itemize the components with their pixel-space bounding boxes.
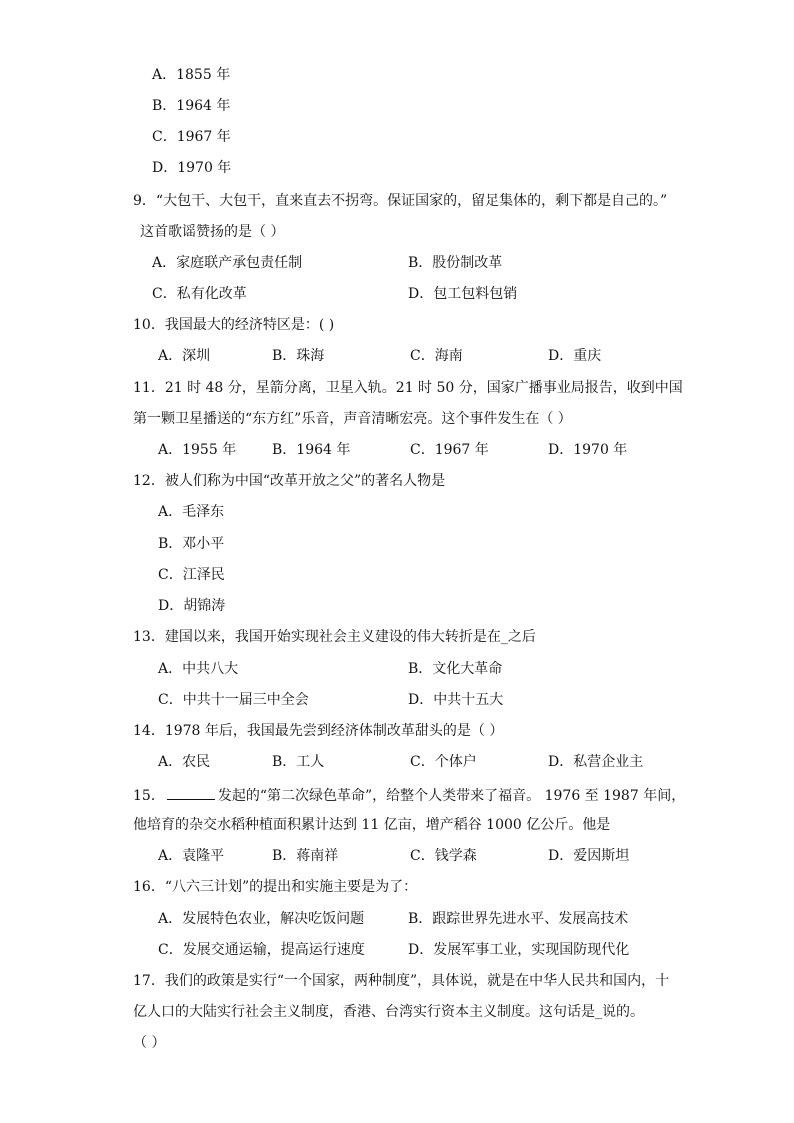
q15-option-c: C．钱学森 bbox=[410, 848, 477, 864]
q13-option-c: C．中共十一届三中全会 bbox=[158, 692, 309, 708]
q9-option-a: A．家庭联产承包责任制 bbox=[152, 255, 303, 271]
q11-option-b: B．1964 年 bbox=[272, 442, 351, 458]
q16-option-c: C．发展交通运输，提高运行速度 bbox=[158, 942, 365, 958]
q13-option-b: B．文化大革命 bbox=[408, 661, 503, 677]
q16-option-d: D．发展军事工业，实现国防现代化 bbox=[408, 942, 630, 958]
q10-option-c: C．海南 bbox=[410, 348, 463, 364]
q15-option-b: B．蒋南祥 bbox=[272, 848, 339, 864]
q9-stem-line2: 这首歌谣赞扬的是（ ） bbox=[140, 224, 285, 240]
q16-option-a: A．发展特色农业，解决吃饭问题 bbox=[158, 911, 365, 927]
q15-option-a: A．袁隆平 bbox=[158, 848, 225, 864]
q15-stem-line1-text: 发起的“第二次绿色革命”，给整个人类带来了福音。 1976 至 1987 年间， bbox=[217, 788, 686, 804]
q13-option-a: A．中共八大 bbox=[158, 661, 239, 677]
q12-option-a: A．毛泽东 bbox=[158, 504, 225, 520]
q12-option-b: B．邓小平 bbox=[158, 536, 225, 552]
q13-option-d: D．中共十五大 bbox=[408, 692, 504, 708]
q15-stem-line1 bbox=[133, 785, 685, 805]
q14-option-b: B．工人 bbox=[272, 754, 325, 770]
q10-option-b: B．珠海 bbox=[272, 348, 325, 364]
answer-blank bbox=[167, 785, 215, 800]
q14-stem: 14．1978 年后，我国最先尝到经济体制改革甜头的是（ ） bbox=[133, 723, 504, 739]
q14-option-c: C．个体户 bbox=[410, 754, 477, 770]
q11-stem-line1: 11．21 时 48 分，星箭分离，卫星入轨。21 时 50 分，国家广播事业局报告，收到中国 bbox=[133, 380, 683, 396]
q11-option-a: A．1955 年 bbox=[158, 442, 237, 458]
q12-option-c: C．江泽民 bbox=[158, 567, 225, 583]
q10-stem: 10．我国最大的经济特区是：( ) bbox=[133, 317, 335, 333]
q16-option-b: B．跟踪世界先进水平、发展高技术 bbox=[408, 911, 629, 927]
q8-option-d: D．1970 年 bbox=[152, 160, 232, 176]
q13-stem: 13．建国以来，我国开始实现社会主义建设的伟大转折是在_之后 bbox=[133, 629, 536, 645]
q12-stem: 12．被人们称为中国“改革开放之父”的著名人物是 bbox=[133, 473, 446, 489]
q11-stem-line2: 第一颗卫星播送的“东方红”乐音，声音清晰宏亮。这个事件发生在（ ） bbox=[133, 411, 572, 427]
q10-option-d: D．重庆 bbox=[548, 348, 602, 364]
q15-number: 15． bbox=[133, 788, 165, 804]
q12-option-d: D．胡锦涛 bbox=[158, 598, 226, 614]
q8-option-a: A．1855 年 bbox=[152, 67, 231, 83]
q11-option-c: C．1967 年 bbox=[410, 442, 489, 458]
q8-option-c: C．1967 年 bbox=[152, 129, 231, 145]
q17-stem-line2: 亿人口的大陆实行社会主义制度，香港、台湾实行资本主义制度。这句话是_说的。 bbox=[133, 1004, 644, 1020]
q15-stem-line2: 他培育的杂交水稻种植面积累计达到 11 亿亩，增产稻谷 1000 亿公斤。他是 bbox=[133, 817, 611, 833]
q14-option-d: D．私营企业主 bbox=[548, 754, 644, 770]
q9-option-c: C．私有化改革 bbox=[152, 286, 247, 302]
q17-answer-bracket: （ ） bbox=[133, 1035, 166, 1051]
q9-option-d: D．包工包料包销 bbox=[408, 286, 518, 302]
q11-option-d: D．1970 年 bbox=[548, 442, 628, 458]
q10-option-a: A．深圳 bbox=[158, 348, 211, 364]
q9-stem-line1: 9．“大包干、大包干，直来直去不拐弯。保证国家的，留足集体的，剩下都是自己的。” bbox=[133, 193, 668, 209]
q16-stem: 16．“八六三计划”的提出和实施主要是为了： bbox=[133, 879, 418, 895]
q17-stem-line1: 17．我们的政策是实行“一个国家，两种制度”，具体说，就是在中华人民共和国内，十 bbox=[133, 973, 670, 989]
q15-option-d: D．爱因斯坦 bbox=[548, 848, 630, 864]
q9-option-b: B．股份制改革 bbox=[408, 255, 503, 271]
q14-option-a: A．农民 bbox=[158, 754, 211, 770]
q8-option-b: B．1964 年 bbox=[152, 98, 231, 114]
